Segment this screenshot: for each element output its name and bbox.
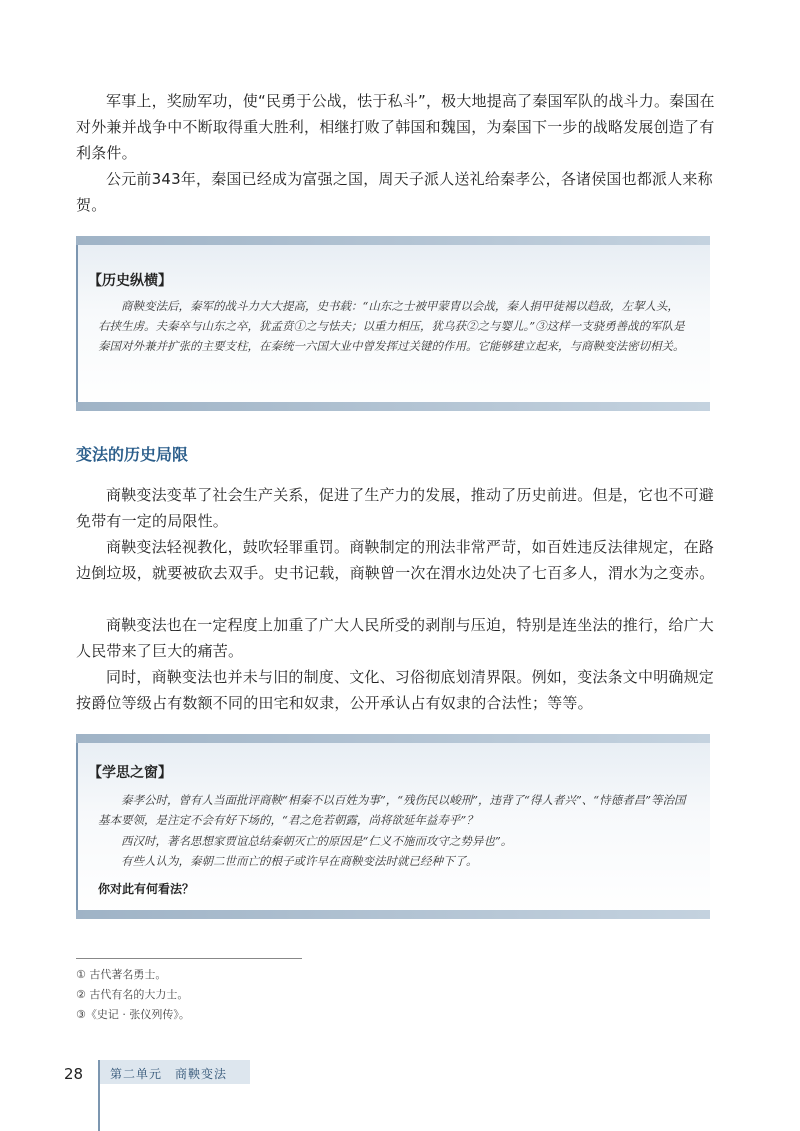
footer-vertical-rule bbox=[98, 1060, 100, 1131]
footnote-3: ③《史记 · 张仪列传》。 bbox=[76, 1008, 190, 1021]
box-bottom-bar bbox=[76, 402, 710, 411]
box-top-bar bbox=[76, 734, 710, 743]
box-title: 【学思之窗】 bbox=[88, 765, 172, 781]
box-text-line: 有些人认为，秦朝二世而亡的根子或许早在商鞅变法时就已经种下了。 bbox=[121, 854, 478, 868]
paragraph-old-system: 同时，商鞅变法也并未与旧的制度、文化、习俗彻底划清界限。例如，变法条文中明确规定按爵位等级占有数额不同的田宅和奴隶，公开承认占有奴隶的合法性；等等。 bbox=[76, 668, 715, 712]
footnote-1: ① 古代著名勇士。 bbox=[76, 968, 167, 981]
footnote-rule bbox=[76, 958, 302, 959]
box-bottom-bar bbox=[76, 910, 710, 919]
paragraph-343bc: 公元前343年，秦国已经成为富强之国，周天子派人送礼给秦孝公，各诸侯国也都派人来称贺。 bbox=[76, 170, 713, 214]
box-text: 商鞅变法后，秦军的战斗力大大提高，史书载：“山东之士被甲蒙胄以会战，秦人捐甲徒裼以趋敌，左挈人头，右挟生虏。夫秦卒与山东之卒，犹孟贲①之与怯夫；以重力相压，犹乌获②之与婴儿。”③这样一支骁勇善战的军队是秦国对外兼并扩张的主要支柱，在秦统一六国大业中曾发挥过关键的作用。它能够建立起来，与商鞅变法密切相关。 bbox=[98, 299, 685, 353]
box-top-bar bbox=[76, 236, 710, 245]
page-number: 28 bbox=[64, 1065, 84, 1083]
paragraph-exploitation: 商鞅变法也在一定程度上加重了广大人民所受的剥削与压迫，特别是连坐法的推行，给广大人民带来了巨大的痛苦。 bbox=[76, 616, 715, 660]
paragraph-limits-intro: 商鞅变法变革了社会生产关系，促进了生产力的发展，推动了历史前进。但是，它也不可避免带有一定的局限性。 bbox=[76, 486, 715, 530]
discussion-question: 你对此有何看法？ bbox=[98, 882, 195, 896]
footnote-2: ② 古代有名的大力士。 bbox=[76, 988, 189, 1001]
paragraph-military: 军事上，奖励军功，使“民勇于公战，怯于私斗”，极大地提高了秦国军队的战斗力。秦国在对外兼并战争中不断取得重大胜利，相继打败了韩国和魏国，为秦国下一步的战略发展创造了有利条件。 bbox=[76, 92, 715, 162]
footer-unit-title: 第二单元 商鞅变法 bbox=[110, 1067, 228, 1081]
box-text-line: 西汉时，著名思想家贾谊总结秦朝灭亡的原因是“仁义不施而攻守之势异也”。 bbox=[121, 834, 513, 848]
box-title: 【历史纵横】 bbox=[88, 273, 172, 289]
box-text-line: 秦孝公时，曾有人当面批评商鞅“相秦不以百姓为事”，“残伤民以峻刑”，违背了“得人者兴”、“恃德者昌”等治国基本要领，是注定不会有好下场的，“君之危若朝露，尚将欲延年益寿乎”？ bbox=[98, 793, 686, 827]
section-heading: 变法的历史局限 bbox=[76, 445, 189, 464]
paragraph-harsh-law: 商鞅变法轻视教化，鼓吹轻罪重罚。商鞅制定的刑法非常严苛，如百姓违反法律规定，在路边倒垃圾，就要被砍去双手。史书记载，商鞅曾一次在渭水边处决了七百多人，渭水为之变赤。 bbox=[76, 538, 715, 582]
